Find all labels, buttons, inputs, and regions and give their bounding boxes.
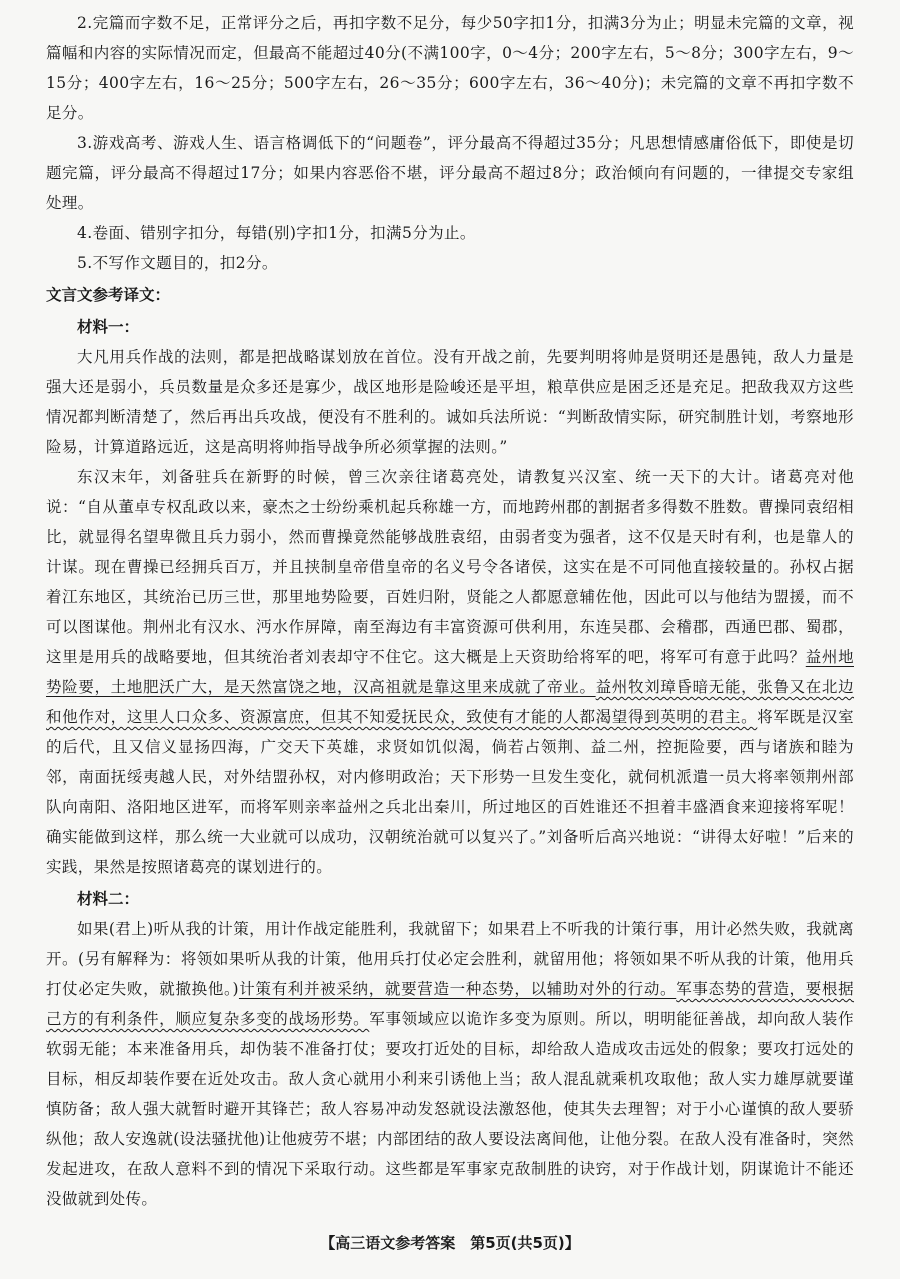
page-footer: 【高三语文参考答案 第5页(共5页)】 [320, 1234, 580, 1252]
material-2-underlined-sentence-1: 计策有利并被采纳，就要营造一种态势，以辅助对外的行动。 [238, 980, 677, 998]
material-2-title: 材料二： [77, 890, 140, 908]
section-title: 文言文参考译文： [46, 286, 171, 304]
material-1-paragraph-2-text-a: 东汉末年，刘备驻兵在新野的时候，曾三次亲往诸葛亮处，请教复兴汉室、统一天下的大计。诸葛亮对他说：“自从董卓专权乱政以来，豪杰之士纷纷乘机起兵称雄一方，而地跨州郡的割据者多得数不胜数。曹操同袁绍相比，就显得名望卑微且兵力弱小，然而曹操竟然能够战胜袁绍，由弱者变为强者，这不仅是天时有利，也是靠人的计谋。现在曹操已经拥兵百万，并且挟制皇帝借皇帝的名义号令各诸侯，这实在是不可同他直接较量的。孙权占据着江东地区，其统治已历三世，那里地势险要，百姓归附，贤能之人都愿意辅佐他，因此可以与他结为盟援，而不可以图谋他。荆州北有汉水、沔水作屏障，南至海边有丰富资源可供利用，东连吴郡、会稽郡，西通巴郡、蜀郡，这里是用兵的战略要地，但其统治者刘表却守不住它。这大概是上天资助给将军的吧，将军可有意于此吗？ [46, 468, 854, 666]
material-1-paragraph-1: 大凡用兵作战的法则，都是把战略谋划放在首位。没有开战之前，先要判明将帅是贤明还是愚钝，敌人力量是强大还是弱小，兵员数量是众多还是寡少，战区地形是险峻还是平坦，粮草供应是困乏还是充足。把敌我双方这些情况都判断清楚了，然后再出兵攻战，便没有不胜利的。诚如兵法所说：“判断敌情实际，研究制胜计划，考察地形险易，计算道路远近，这是高明将帅指导战争所必须掌握的法则。” [46, 348, 854, 456]
material-1-title: 材料一： [77, 318, 140, 336]
criteria-item-3: 3.游戏高考、游戏人生、语言格调低下的“问题卷”，评分最高不得超过35分；凡思想情感庸俗低下，即使是切题完篇，评分最高不得超过17分；如果内容恶俗不堪，评分最高不超过8分；政治倾向有问题的，一律提交专家组处理。 [46, 134, 854, 212]
material-1-paragraph-2-text-b: 将军既是汉室的后代，且又信义显扬四海，广交天下英雄，求贤如饥似渴，倘若占领荆、益二州，控扼险要，西与诸族和睦为邻，南面抚绥夷越人民，对外结盟孙权，对内修明政治；天下形势一旦发生变化，就伺机派遣一员大将率领荆州部队向南阳、洛阳地区进军，而将军则亲率益州之兵北出秦川，所过地区的百姓谁还不担着丰盛酒食来迎接将军呢！确实能做到这样，那么统一大业就可以成功，汉朝统治就可以复兴了。”刘备听后高兴地说：“讲得太好啦！”后来的实践，果然是按照诸葛亮的谋划进行的。 [46, 708, 854, 876]
material-1-paragraph-2 [46, 462, 854, 882]
material-2-underlined-sentence-2: 军事态势的营造，要根据己方的有利条件，顺应复杂多变的战场形势。 [46, 980, 855, 1028]
criteria-item-5: 5.不写作文题目的，扣2分。 [77, 254, 278, 272]
material-2-paragraph-1-text-a: 如果(君上)听从我的计策，用计作战定能胜利，我就留下；如果君上不听我的计策行事，用计必然失败，我就离开。(另有解释为：将领如果听从我的计策，他用兵打仗必定会胜利，就留用他；将领如果不听从我的计策，他用兵打仗必定失败，就撤换他。) [46, 920, 854, 998]
criteria-item-4: 4.卷面、错别字扣分，每错(别)字扣1分，扣满5分为止。 [77, 224, 476, 242]
material-1-underlined-sentence-1: 益州地势险要，土地肥沃广大，是天然富饶之地，汉高祖就是靠这里来成就了帝业。 [46, 648, 854, 696]
material-2-paragraph-1-text-b: 军事领域应以诡诈多变为原则。所以，明明能征善战，却向敌人装作软弱无能；本来准备用兵，却伪装不准备打仗；要攻打近处的目标，却给敌人造成攻击远处的假象；要攻打远处的目标，相反却装作要在近处攻击。敌人贪心就用小利来引诱他上当；敌人混乱就乘机攻取他；敌人实力雄厚就要谨慎防备；敌人强大就暂时避开其锋芒；敌人容易冲动发怒就设法激怒他，使其失去理智；对于小心谨慎的敌人要骄纵他；敌人安逸就(设法骚扰他)让他疲劳不堪；内部团结的敌人要设法离间他，让他分裂。在敌人没有准备时，突然发起进攻，在敌人意料不到的情况下采取行动。这些都是军事家克敌制胜的诀窍，对于作战计划，阴谋诡计不能还没做就到处传。 [46, 1010, 854, 1208]
criteria-item-2: 2.完篇而字数不足，正常评分之后，再扣字数不足分，每少50字扣1分，扣满3分为止；明显未完篇的文章，视篇幅和内容的实际情况而定，但最高不能超过40分(不满100字，0～4分；200字左右，5～8分；300字左右，9～15分；400字左右，16～25分；500字左右，26～35分；600字左右，36～40分)；未完篇的文章不再扣字数不足分。 [46, 14, 854, 122]
material-2-paragraph-1 [46, 914, 854, 1214]
material-1-underlined-sentence-2: 益州牧刘璋昏暗无能，张鲁又在北边和他作对，这里人口众多、资源富庶，但其不知爱抚民众，致使有才能的人都渴望得到英明的君主。 [46, 678, 855, 726]
